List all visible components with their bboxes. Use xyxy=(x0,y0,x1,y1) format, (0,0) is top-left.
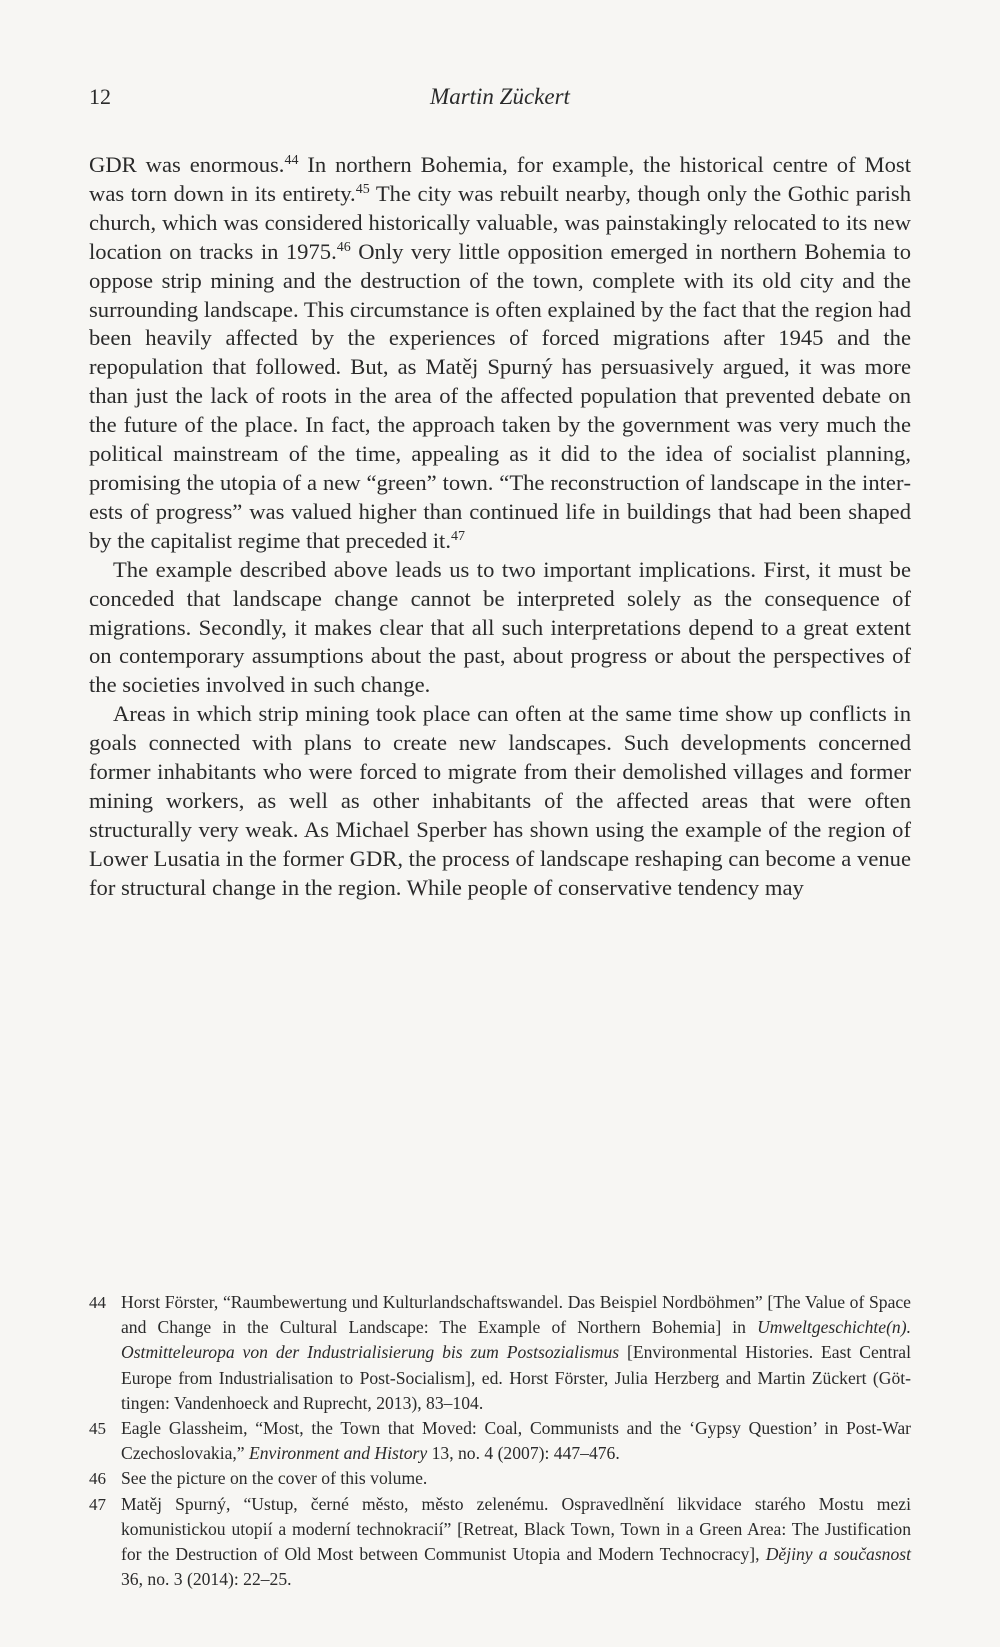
page-number: 12 xyxy=(89,84,111,109)
text-run: In northern Bohemia, for example, the historical centre of Most was torn down in its entirety. xyxy=(89,152,911,206)
footnote-title: Umweltgeschichte(n). Ostmitteleuropa von der Industrialisierung bis zum Postsozialismus xyxy=(121,1317,911,1363)
footnote-46 xyxy=(89,1466,911,1491)
footnote-text: Horst Förster, “Raumbewertung und Kulturlandschaftswandel. Das Beispiel Nordböhmen” [The Value of Space and Change in the Cultural Landscape: The Example of Northern Bohemia] in xyxy=(121,1292,911,1338)
footnote-number: 46 xyxy=(89,1469,106,1489)
text-run: GDR was enormous. xyxy=(89,152,285,177)
footnote-text: Eagle Glassheim, “Most, the Town that Moved: Coal, Communists and the ‘Gypsy Question’ in Post-War Czechoslovakia,” xyxy=(121,1418,911,1464)
footnote-title: Dějiny a současnost xyxy=(765,1544,911,1565)
footnote-number: 45 xyxy=(89,1419,106,1439)
text-run: The city was rebuilt nearby, though only the Gothic parish church, which was considered historically valuable, was painstakingly relocated to its new location on tracks in 1975. xyxy=(89,180,912,264)
footnotes xyxy=(89,1290,911,1592)
paragraph: The example described above leads us to two important implications. First, it must be conceded that landscape change cannot be interpreted solely as the consequence of migrations. Secondly, it makes clear that all such interpretations depend to a great extent on contemporary assumptions about the past, about progress or about the perspectives of the societies involved in such change. xyxy=(89,556,911,698)
footnote-ref-44: 44 xyxy=(284,153,299,168)
footnote-ref-45: 45 xyxy=(355,181,370,197)
main-text xyxy=(89,151,911,903)
footnote-text: See the picture on the cover of this volume. xyxy=(121,1468,428,1489)
footnote-text: Matěj Spurný, “Ustup, černé město, město zelenému. Ospravedlnění likvidace starého Mostu mezi komunistickou utopií a moderní technokracií” [Retreat, Black Town, Town in a Green Area: The Justification for the Destruction of Old Most between Communist Utopia and Modern Technocracy], xyxy=(121,1493,911,1565)
paragraph xyxy=(89,151,911,556)
footnote-45 xyxy=(89,1416,911,1466)
footnote-ref-47: 47 xyxy=(451,528,465,544)
running-head: Martin Zückert xyxy=(430,84,570,109)
text-run: Only very little opposition emerged in northern Bohemia to oppose strip mining and the destruction of the town, complete with its old city and the surrounding landscape. This circumstance is often explained by the fact that the region had been heavily affected by the experiences of forced migrations after 1945 and the repopulation that followed. But, as Matěj Spurný has persuasively argued, it was more than just the lack of roots in the area of the affected population that prevented debate on the future of the place. In fact, the approach taken by the government was very much the political mainstream of the time, appealing as it did to the idea of socialist planning, promising the utopia of a new “green” town. “The reconstruction of landscape in the interests of progress” was valued higher than continued life in buildings that had been shaped by the capitalist regime that preceded it. xyxy=(89,238,912,553)
footnote-text: [Environmental Histories. East Central Europe from Industrialisation to Post-Socialism], ed. Horst Förster, Julia Herzberg and Martin Zückert (Göttingen: Vandenhoeck and Ruprecht, 2013), 83–104. xyxy=(121,1342,911,1413)
page-header xyxy=(89,84,911,116)
footnote-ref-46: 46 xyxy=(336,239,351,255)
footnote-number: 47 xyxy=(89,1494,106,1514)
footnote-text: 13, no. 4 (2007): 447–476. xyxy=(427,1443,620,1464)
footnote-number: 44 xyxy=(89,1293,106,1312)
footnote-44 xyxy=(89,1290,911,1416)
footnote-text: 36, no. 3 (2014): 22–25. xyxy=(121,1569,292,1590)
footnote-47 xyxy=(89,1492,911,1593)
paragraph: Areas in which strip mining took place can often at the same time show up conflicts in goals connected with plans to create new landscapes. Such developments concerned former inhabitants who were forced to migrate from their demolished villages and former mining workers, as well as other inhabitants of the affected areas that were often structurally very weak. As Michael Sperber has shown using the example of the region of Lower Lusatia in the former GDR, the process of landscape reshaping can become a venue for structural change in the region. While people of conservative tendency may xyxy=(89,701,911,900)
footnote-title: Environment and History xyxy=(249,1443,428,1464)
